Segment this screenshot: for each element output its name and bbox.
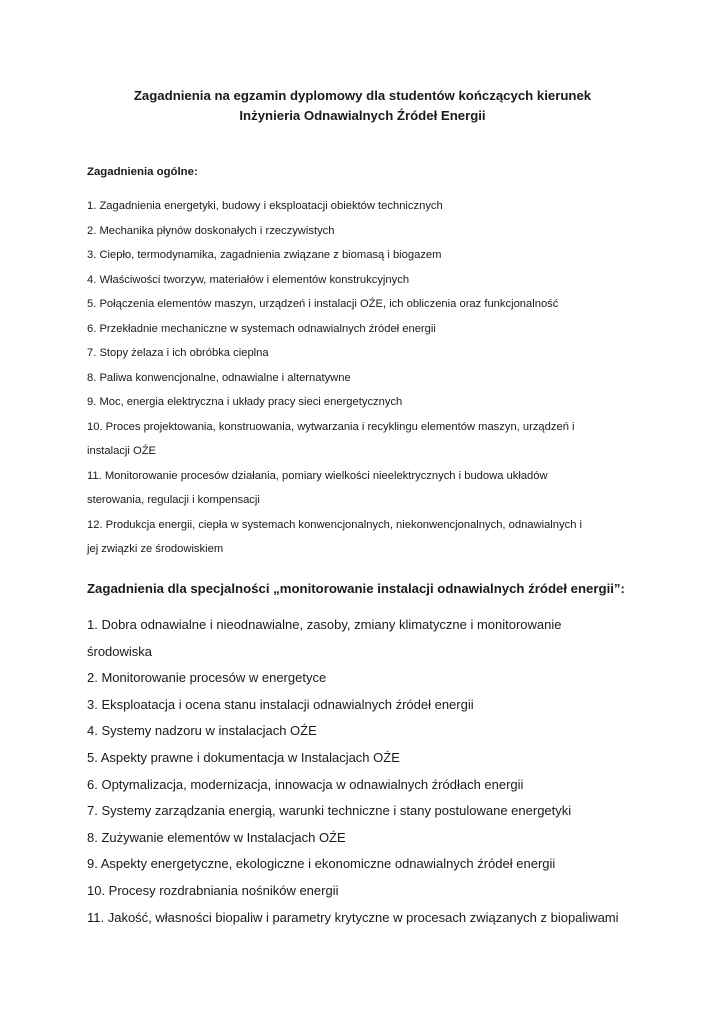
specialization-topic-line: 5. Aspekty prawne i dokumentacja w Instalacjach OŹE [87, 749, 400, 765]
general-topic-line: 6. Przekładnie mechaniczne w systemach odnawialnych źródeł energii [87, 322, 436, 335]
general-topic-line: instalacji OŹE [87, 445, 157, 457]
specialization-topic-line: 3. Eksploatacja i ocena stanu instalacji odnawialnych źródeł energii [87, 696, 474, 712]
specialization-topic-line: 10. Procesy rozdrabniania nośników energii [87, 882, 339, 898]
general-topic-line: 11. Monitorowanie procesów działania, pomiary wielkości nieelektrycznych i budowa układów [87, 469, 548, 482]
specialization-topic-line: 1. Dobra odnawialne i nieodnawialne, zasoby, zmiany klimatyczne i monitorowanie [87, 617, 562, 632]
specialization-topic-line: 2. Monitorowanie procesów w energetyce [87, 670, 327, 686]
specialization-topic-line: 9. Aspekty energetyczne, ekologiczne i ekonomiczne odnawialnych źródeł energii [87, 856, 556, 872]
general-topic-line: 12. Produkcja energii, ciepła w systemach konwencjonalnych, niekonwencjonalnych, odnawialnych i [87, 518, 583, 531]
general-topic-line: 3. Ciepło, termodynamika, zagadnienia związane z biomasą i biogazem [87, 249, 442, 261]
specialization-topic-line: 8. Zużywanie elementów w Instalacjach OŹE [87, 829, 346, 845]
general-topic-line: 1. Zagadnienia energetyki, budowy i eksploatacji obiektów technicznych [87, 200, 443, 212]
general-topic-line: 9. Moc, energia elektryczna i układy pracy sieci energetycznych [87, 396, 403, 408]
specialization-topics-heading: Zagadnienia dla specjalności „monitorowanie instalacji odnawialnych źródeł energii”: [87, 581, 625, 596]
general-topic-line: jej związki ze środowiskiem [87, 543, 224, 555]
general-topic-line: 7. Stopy żelaza i ich obróbka cieplna [87, 347, 269, 359]
general-topics-heading: Zagadnienia ogólne: [87, 166, 198, 178]
document-title-line-2: Inżynieria Odnawialnych Źródeł Energii [239, 108, 486, 123]
general-topic-line: 4. Właściwości tworzyw, materiałów i elementów konstrukcyjnych [87, 273, 410, 286]
document-title-line-1: Zagadnienia na egzamin dyplomowy dla studentów kończących kierunek [133, 88, 592, 103]
specialization-topic-line: 11. Jakość, własności biopaliw i parametry krytyczne w procesach związanych z biopaliwami [87, 909, 619, 925]
specialization-topic-line: 7. Systemy zarządzania energią, warunki techniczne i stany postulowane energetyki [87, 803, 572, 819]
specialization-topic-line: 4. Systemy nadzoru w instalacjach OŹE [87, 723, 317, 739]
general-topic-line: 8. Paliwa konwencjonalne, odnawialne i alternatywne [87, 371, 351, 384]
general-topic-line: 10. Proces projektowania, konstruowania, wytwarzania i recyklingu elementów maszyn, urządzeń i [87, 420, 575, 433]
specialization-topic-line: środowiska [87, 643, 153, 659]
specialization-topic-line: 6. Optymalizacja, modernizacja, innowacja w odnawialnych źródłach energii [87, 776, 524, 792]
general-topic-line: 2. Mechanika płynów doskonałych i rzeczywistych [87, 224, 335, 237]
specialization-topics-list [87, 612, 647, 931]
general-topics-list [87, 194, 647, 562]
general-topic-line: 5. Połączenia elementów maszyn, urządzeń i instalacji OŹE, ich obliczenia oraz funkcjonalność [87, 298, 559, 310]
general-topic-line: sterowania, regulacji i kompensacji [87, 494, 260, 506]
